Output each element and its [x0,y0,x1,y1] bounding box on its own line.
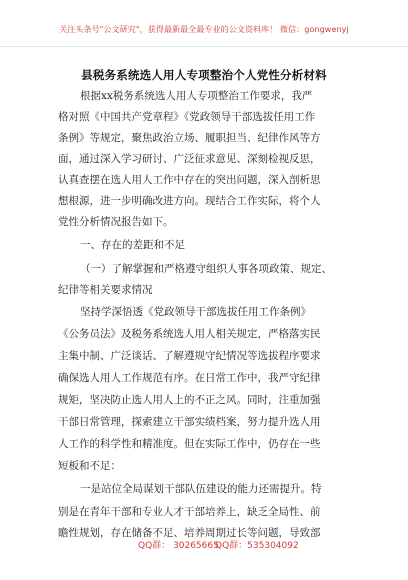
body-line: 面，通过深入学习研讨、广泛征求意见、深刻检视反思， [58,153,321,165]
footer-qq-group-2: QQ群：535304092 [215,541,299,551]
footer-qq-group-1: QQ群： 30265665 [138,541,219,551]
section-heading: 一、存在的差距和不足 [80,239,185,251]
body-line: 干部日常管理，探索建立干部实绩档案，努力提升选人用 [58,416,321,428]
body-line: 认真查摆在选人用人工作中存在的突出问题，深入剖析思 [58,174,321,186]
body-line: 根据xx税务系统选人用人专项整治工作要求，我严 [80,90,313,102]
top-banner [0,0,408,47]
body-line: 人工作的科学性和精准度。但在实际工作中，仍存在一些 [58,438,321,450]
document-title: 县税务系统选人用人专项整治个人党性分析材料 [81,68,327,82]
body-line: 规矩，坚决防止选人用人上的不正之风。同时，注重加强 [58,394,321,406]
body-line: 瞻性规划，存在储备不足、培养周期过长等问题，导致部 [58,527,321,539]
body-line: 格对照《中国共产党章程》《党政领导干部选拔任用工作 [58,111,316,123]
body-line: 想根源，进一步明确改进方向。现结合工作实际，将个人 [58,195,321,207]
footer [0,538,408,552]
subsection-heading: （一）了解掌握和严格遵守组织人事各项政策、规定、 [80,263,332,275]
body-line: 别是在青年干部和专业人才干部培养上，缺乏全局性、前 [58,506,321,518]
body-line: 纪律等相关要求情况 [58,284,153,296]
banner-text: 关注头条号"公文研究"，获得最新最全最专业的公文资料库！ 微信：gongwenyj [59,25,349,34]
body-line: 确保选人用人工作规范有序。在日常工作中，我严守纪律 [58,372,321,384]
body-line: 主集中制、广泛谈话、了解遵规守纪情况等选拔程序要求 [58,350,321,362]
body-line: 一是站位全局谋划干部队伍建设的能力还需提升。特 [80,483,322,495]
body-line: 《公务员法》及税务系统选人用人相关规定，严格落实民 [58,328,321,340]
body-line: 坚持学深悟透《党政领导干部选拔任用工作条例》 [80,306,311,318]
body-line: 党性分析情况报告如下。 [58,216,174,228]
body-line: 条例》等规定，聚焦政治立场、履职担当、纪律作风等方 [58,132,321,144]
body-line: 短板和不足： [58,460,121,472]
